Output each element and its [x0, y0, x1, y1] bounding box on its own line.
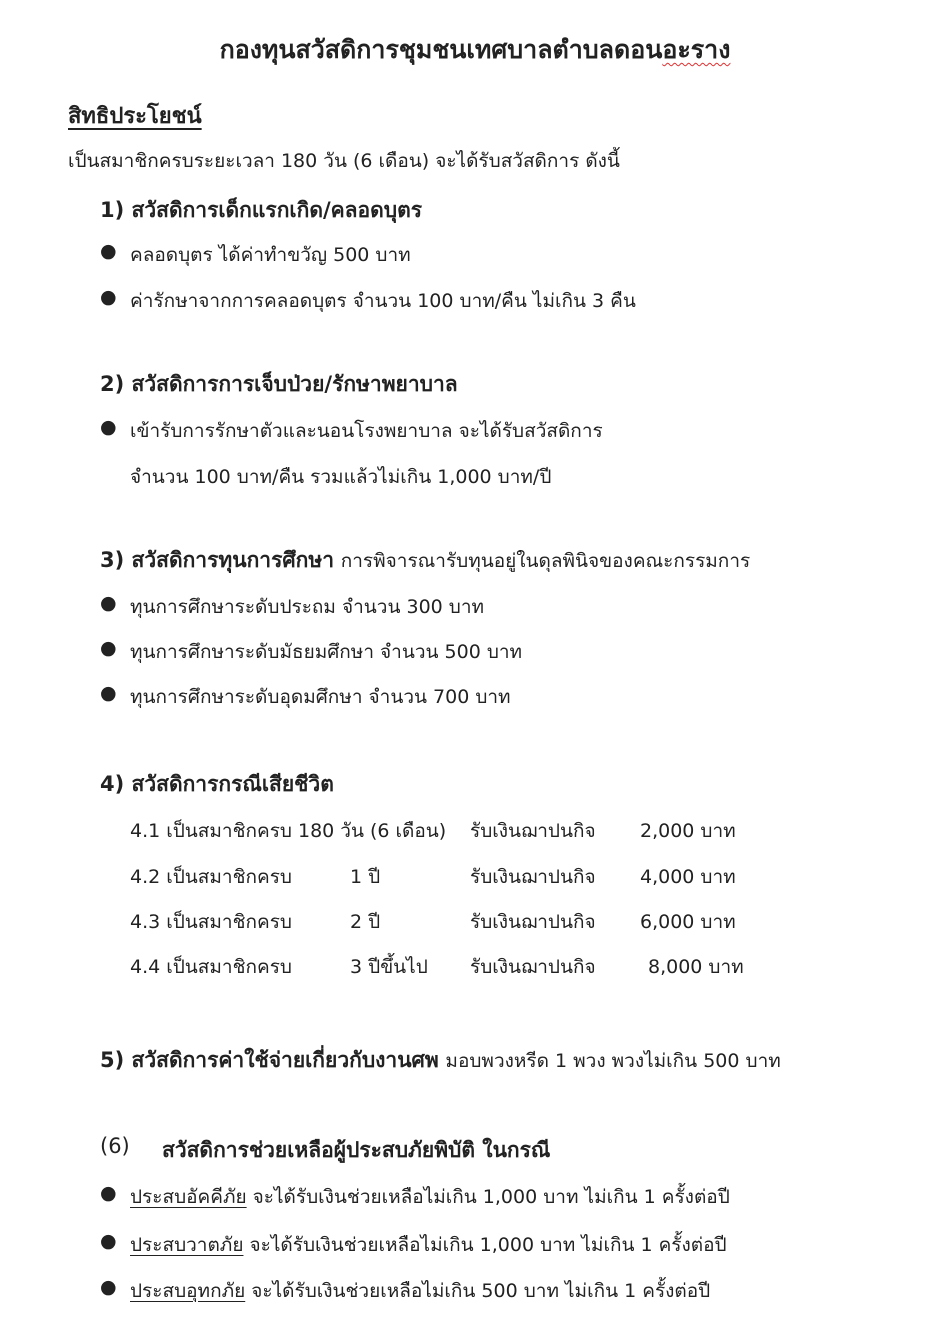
disaster-benefit: จะได้รับเงินช่วยเหลือไม่เกิน 500 บาท ไม่เกิน 1 ครั้งต่อปี	[245, 1280, 711, 1302]
row-amount: 2,000 บาท	[640, 820, 736, 842]
death-benefit-row	[130, 862, 830, 888]
benefits-heading: สิทธิประโยชน์	[68, 104, 202, 129]
section-2-heading	[100, 368, 458, 401]
death-benefit-row	[130, 816, 830, 842]
list-item-text	[130, 1230, 727, 1260]
disaster-type: ประสบอุทกภัย	[130, 1280, 246, 1302]
section-5-note: มอบพวงหรีด 1 พวง พวงไม่เกิน 500 บาท	[445, 1050, 781, 1072]
section-6-title: สวัสดิการช่วยเหลือผู้ประสบภัยพิบัติ ในกรณี	[162, 1138, 551, 1162]
bullet-icon: ●	[100, 416, 117, 438]
disaster-type: ประสบวาตภัย	[130, 1234, 244, 1256]
disaster-benefit: จะได้รับเงินช่วยเหลือไม่เกิน 1,000 บาท ไม่เกิน 1 ครั้งต่อปี	[246, 1186, 730, 1208]
row-benefit: รับเงินฌาปนกิจ	[470, 911, 596, 933]
list-item-text: ค่ารักษาจากการคลอดบุตร จำนวน 100 บาท/คืน ไม่เกิน 3 คืน	[130, 290, 636, 312]
bullet-icon: ●	[100, 286, 117, 308]
bullet-icon: ●	[100, 1230, 117, 1252]
death-benefit-row	[130, 907, 830, 933]
list-item-text	[130, 1276, 710, 1306]
row-amount: 4,000 บาท	[640, 866, 736, 888]
list-item-text: ทุนการศึกษาระดับอุดมศึกษา จำนวน 700 บาท	[130, 686, 511, 708]
title-tail-spellcheck: อะราง	[662, 35, 731, 64]
row-benefit: รับเงินฌาปนกิจ	[470, 956, 596, 978]
bullet-icon: ●	[100, 1182, 117, 1204]
section-4-title: 4) สวัสดิการกรณีเสียชีวิต	[100, 772, 334, 796]
list-item-text: เข้ารับการรักษาตัวและนอนโรงพยาบาล จะได้รับสวัสดิการ	[130, 420, 603, 442]
row-label: 4.4 เป็นสมาชิกครบ	[130, 956, 292, 978]
row-label: 4.1 เป็นสมาชิกครบ 180 วัน (6 เดือน)	[130, 820, 447, 842]
section-6-heading	[100, 1134, 551, 1162]
list-item-continuation: จำนวน 100 บาท/คืน รวมแล้วไม่เกิน 1,000 บาท/ปี	[130, 466, 552, 488]
section-4-heading	[100, 768, 334, 801]
document-title	[0, 30, 950, 70]
list-item-text: ทุนการศึกษาระดับมัธยมศึกษา จำนวน 500 บาท	[130, 641, 523, 663]
row-benefit: รับเงินฌาปนกิจ	[470, 820, 596, 842]
section-2-title: 2) สวัสดิการการเจ็บป่วย/รักษาพยาบาล	[100, 372, 458, 396]
section-5-heading	[100, 1044, 781, 1077]
disaster-type: ประสบอัคคีภัย	[130, 1186, 247, 1208]
bullet-icon: ●	[100, 637, 117, 659]
death-benefit-row	[130, 952, 830, 978]
intro-text: เป็นสมาชิกครบระยะเวลา 180 วัน (6 เดือน) จะได้รับสวัสดิการ ดังนี้	[68, 150, 620, 172]
section-1-heading	[100, 194, 422, 227]
section-3-heading	[100, 544, 750, 577]
row-label: 4.3 เป็นสมาชิกครบ	[130, 911, 292, 933]
bullet-icon: ●	[100, 240, 117, 262]
disaster-benefit: จะได้รับเงินช่วยเหลือไม่เกิน 1,000 บาท ไม่เกิน 1 ครั้งต่อปี	[243, 1234, 727, 1256]
row-amount: 8,000 บาท	[648, 956, 744, 978]
section-6-number: (6)	[100, 1134, 130, 1158]
list-item-text: ทุนการศึกษาระดับประถม จำนวน 300 บาท	[130, 596, 485, 618]
title-main: กองทุนสวัสดิการชุมชนเทศบาลตำบลดอน	[219, 35, 663, 64]
row-period: 2 ปี	[350, 911, 381, 933]
row-period: 3 ปีขึ้นไป	[350, 956, 428, 978]
section-1-title: 1) สวัสดิการเด็กแรกเกิด/คลอดบุตร	[100, 198, 423, 222]
row-period: 1 ปี	[350, 866, 381, 888]
section-5-title: 5) สวัสดิการค่าใช้จ่ายเกี่ยวกับงานศพ	[100, 1048, 439, 1072]
bullet-icon: ●	[100, 682, 117, 704]
bullet-icon: ●	[100, 1276, 117, 1298]
bullet-icon: ●	[100, 592, 117, 614]
list-item-text: คลอดบุตร ได้ค่าทำขวัญ 500 บาท	[130, 244, 411, 266]
section-3-note: การพิจารณารับทุนอยู่ในดุลพินิจของคณะกรรมการ	[340, 550, 751, 572]
row-amount: 6,000 บาท	[640, 911, 736, 933]
row-label: 4.2 เป็นสมาชิกครบ	[130, 866, 292, 888]
row-benefit: รับเงินฌาปนกิจ	[470, 866, 596, 888]
section-3-title: 3) สวัสดิการทุนการศึกษา	[100, 548, 335, 572]
list-item-text	[130, 1182, 730, 1212]
